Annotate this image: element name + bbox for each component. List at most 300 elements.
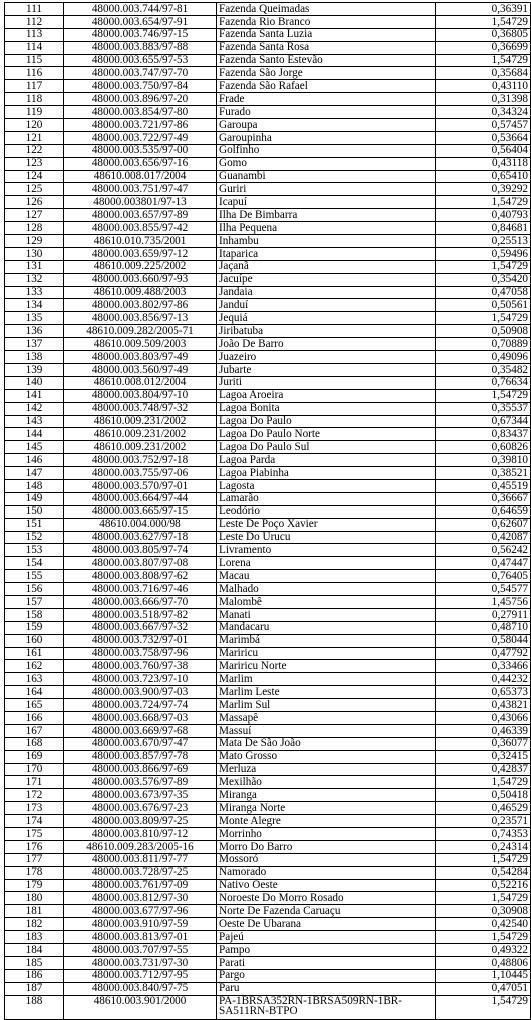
process-number: 48000.003.657/97-89 bbox=[64, 209, 217, 222]
value: 1,54729 bbox=[436, 312, 531, 325]
process-number: 48000.003.746/97-15 bbox=[64, 28, 217, 41]
field-name: Marlim Leste bbox=[217, 686, 436, 699]
field-name: Mariricu bbox=[217, 647, 436, 660]
table-row bbox=[5, 776, 531, 789]
value: 0,42087 bbox=[436, 531, 531, 544]
value: 0,58044 bbox=[436, 634, 531, 647]
value: 0,38521 bbox=[436, 467, 531, 480]
field-name: Fazenda São Rafael bbox=[217, 80, 436, 93]
row-number: 113 bbox=[5, 28, 64, 41]
process-number: 48000.003.673/97-35 bbox=[64, 789, 217, 802]
value: 0,35420 bbox=[436, 273, 531, 286]
process-number: 48000.003.668/97-03 bbox=[64, 711, 217, 724]
table-row bbox=[5, 724, 531, 737]
row-number: 147 bbox=[5, 467, 64, 480]
table-row bbox=[5, 428, 531, 441]
value: 0,50908 bbox=[436, 325, 531, 338]
process-number: 48000.003.883/97-88 bbox=[64, 41, 217, 54]
row-number: 115 bbox=[5, 54, 64, 67]
field-name: Massapê bbox=[217, 711, 436, 724]
value: 1,54729 bbox=[436, 260, 531, 273]
value: 0,36805 bbox=[436, 28, 531, 41]
value: 0,53664 bbox=[436, 131, 531, 144]
value: 0,35537 bbox=[436, 402, 531, 415]
process-number: 48000.003.677/97-96 bbox=[64, 905, 217, 918]
row-number: 155 bbox=[5, 570, 64, 583]
value: 0,43066 bbox=[436, 711, 531, 724]
value: 0,36667 bbox=[436, 492, 531, 505]
field-name: Ilha De Bimbarra bbox=[217, 209, 436, 222]
row-number: 177 bbox=[5, 853, 64, 866]
value: 0,25513 bbox=[436, 235, 531, 248]
field-name: Parati bbox=[217, 956, 436, 969]
row-number: 149 bbox=[5, 492, 64, 505]
value: 0,46339 bbox=[436, 724, 531, 737]
row-number: 130 bbox=[5, 247, 64, 260]
process-number: 48610.009.225/2002 bbox=[64, 260, 217, 273]
value: 0,60826 bbox=[436, 441, 531, 454]
row-number: 157 bbox=[5, 595, 64, 608]
process-number: 48000.003.758/97-96 bbox=[64, 647, 217, 660]
table-row bbox=[5, 802, 531, 815]
row-number: 173 bbox=[5, 802, 64, 815]
table-row bbox=[5, 441, 531, 454]
field-name: Furado bbox=[217, 106, 436, 119]
field-name: Lagosta bbox=[217, 479, 436, 492]
value: 0,33466 bbox=[436, 660, 531, 673]
row-number: 156 bbox=[5, 583, 64, 596]
table-row bbox=[5, 376, 531, 389]
field-name: Morro Do Barro bbox=[217, 840, 436, 853]
process-number: 48000.003.518/97-82 bbox=[64, 608, 217, 621]
row-number: 182 bbox=[5, 918, 64, 931]
value: 0,42540 bbox=[436, 918, 531, 931]
process-number: 48000.003.670/97-47 bbox=[64, 737, 217, 750]
field-name: Inhambu bbox=[217, 235, 436, 248]
row-number: 184 bbox=[5, 944, 64, 957]
field-name: Marimbá bbox=[217, 634, 436, 647]
field-name: Mato Grosso bbox=[217, 750, 436, 763]
row-number: 114 bbox=[5, 41, 64, 54]
table-row bbox=[5, 866, 531, 879]
row-number: 159 bbox=[5, 621, 64, 634]
field-name: Jiribatuba bbox=[217, 325, 436, 338]
table-row bbox=[5, 131, 531, 144]
row-number: 180 bbox=[5, 892, 64, 905]
table-row bbox=[5, 505, 531, 518]
field-name: Nativo Oeste bbox=[217, 879, 436, 892]
process-number: 48000.003.808/97-62 bbox=[64, 570, 217, 583]
table-row bbox=[5, 711, 531, 724]
value: 1,54729 bbox=[436, 389, 531, 402]
field-name: Mata De São João bbox=[217, 737, 436, 750]
value: 1,54729 bbox=[436, 776, 531, 789]
process-number: 48610.009.488/2003 bbox=[64, 286, 217, 299]
value: 1,54729 bbox=[436, 892, 531, 905]
process-number: 48610.004.000/98 bbox=[64, 518, 217, 531]
field-name: Guanambi bbox=[217, 170, 436, 183]
value: 0,65373 bbox=[436, 686, 531, 699]
process-number: 48000.003.857/97-78 bbox=[64, 750, 217, 763]
row-number: 170 bbox=[5, 763, 64, 776]
table-row bbox=[5, 944, 531, 957]
field-name: Lagoa Do Paulo Norte bbox=[217, 428, 436, 441]
row-number: 133 bbox=[5, 286, 64, 299]
row-number: 136 bbox=[5, 325, 64, 338]
process-number: 48000.003.910/97-59 bbox=[64, 918, 217, 931]
process-number: 48000.003.751/97-47 bbox=[64, 183, 217, 196]
process-number: 48000.003.666/97-70 bbox=[64, 595, 217, 608]
process-number: 48000.003.535/97-00 bbox=[64, 144, 217, 157]
table-row bbox=[5, 621, 531, 634]
process-number: 48000.003.811/97-77 bbox=[64, 853, 217, 866]
field-name: Lagoa Do Paulo bbox=[217, 415, 436, 428]
process-number: 48000.003.752/97-18 bbox=[64, 454, 217, 467]
field-name: Leste De Poço Xavier bbox=[217, 518, 436, 531]
table-row bbox=[5, 660, 531, 673]
field-name: Fazenda Santa Luzia bbox=[217, 28, 436, 41]
row-number: 169 bbox=[5, 750, 64, 763]
table-row bbox=[5, 583, 531, 596]
table-row bbox=[5, 196, 531, 209]
table-row bbox=[5, 157, 531, 170]
row-number: 185 bbox=[5, 956, 64, 969]
field-name: Mossoró bbox=[217, 853, 436, 866]
value: 0,50561 bbox=[436, 299, 531, 312]
table-row bbox=[5, 557, 531, 570]
row-number: 134 bbox=[5, 299, 64, 312]
value: 0,24314 bbox=[436, 840, 531, 853]
field-name: Jaçanã bbox=[217, 260, 436, 273]
field-name: Lagoa Bonita bbox=[217, 402, 436, 415]
field-name: Macau bbox=[217, 570, 436, 583]
value: 0,70889 bbox=[436, 338, 531, 351]
row-number: 171 bbox=[5, 776, 64, 789]
table-row bbox=[5, 144, 531, 157]
field-name: Leste Do Urucu bbox=[217, 531, 436, 544]
row-number: 146 bbox=[5, 454, 64, 467]
value: 1,54729 bbox=[436, 54, 531, 67]
table-row bbox=[5, 170, 531, 183]
field-name: Fazenda Santa Rosa bbox=[217, 41, 436, 54]
row-number: 148 bbox=[5, 479, 64, 492]
table-row bbox=[5, 389, 531, 402]
value: 0,34324 bbox=[436, 106, 531, 119]
process-number: 48000.003.812/97-30 bbox=[64, 892, 217, 905]
table-row bbox=[5, 737, 531, 750]
row-number: 162 bbox=[5, 660, 64, 673]
value: 0,30908 bbox=[436, 905, 531, 918]
value: 0,65410 bbox=[436, 170, 531, 183]
fields-table bbox=[4, 2, 531, 1020]
value: 0,48710 bbox=[436, 621, 531, 634]
process-number: 48000.003.840/97-75 bbox=[64, 982, 217, 995]
process-number: 48610.009.283/2005-16 bbox=[64, 840, 217, 853]
row-number: 153 bbox=[5, 544, 64, 557]
process-number: 48000.003.721/97-86 bbox=[64, 119, 217, 132]
field-name: Leodório bbox=[217, 505, 436, 518]
process-number: 48000.003.810/97-12 bbox=[64, 828, 217, 841]
field-name: Massuí bbox=[217, 724, 436, 737]
table-row bbox=[5, 338, 531, 351]
table-row bbox=[5, 969, 531, 982]
row-number: 165 bbox=[5, 699, 64, 712]
row-number: 161 bbox=[5, 647, 64, 660]
value: 0,43110 bbox=[436, 80, 531, 93]
field-name: Mandacaru bbox=[217, 621, 436, 634]
field-name: Juazeiro bbox=[217, 351, 436, 364]
field-name: Oeste De Ubarana bbox=[217, 918, 436, 931]
process-number: 48000.003.712/97-95 bbox=[64, 969, 217, 982]
process-number: 48000.003.664/97-44 bbox=[64, 492, 217, 505]
table-row bbox=[5, 686, 531, 699]
row-number: 152 bbox=[5, 531, 64, 544]
table-row bbox=[5, 222, 531, 235]
row-number: 188 bbox=[5, 995, 64, 1019]
process-number: 48610.008.017/2004 bbox=[64, 170, 217, 183]
process-number: 48000.003.748/97-32 bbox=[64, 402, 217, 415]
row-number: 132 bbox=[5, 273, 64, 286]
table-row bbox=[5, 80, 531, 93]
table-row bbox=[5, 260, 531, 273]
field-name: Jandaia bbox=[217, 286, 436, 299]
row-number: 143 bbox=[5, 415, 64, 428]
row-number: 183 bbox=[5, 931, 64, 944]
value: 0,42837 bbox=[436, 763, 531, 776]
value: 0,83437 bbox=[436, 428, 531, 441]
field-name: Monte Alegre bbox=[217, 815, 436, 828]
document-page bbox=[4, 2, 527, 1020]
table-row bbox=[5, 299, 531, 312]
row-number: 181 bbox=[5, 905, 64, 918]
row-number: 141 bbox=[5, 389, 64, 402]
process-number: 48610.009.282/2005-71 bbox=[64, 325, 217, 338]
process-number: 48610.010.735/2001 bbox=[64, 235, 217, 248]
row-number: 168 bbox=[5, 737, 64, 750]
table-row bbox=[5, 235, 531, 248]
process-number: 48000.003.676/97-23 bbox=[64, 802, 217, 815]
field-name: Livramento bbox=[217, 544, 436, 557]
table-row bbox=[5, 363, 531, 376]
row-number: 163 bbox=[5, 673, 64, 686]
value: 1,45756 bbox=[436, 595, 531, 608]
field-name: Lamarão bbox=[217, 492, 436, 505]
table-row bbox=[5, 570, 531, 583]
value: 0,45519 bbox=[436, 479, 531, 492]
field-name: Gomo bbox=[217, 157, 436, 170]
process-number: 48000.003.659/97-12 bbox=[64, 247, 217, 260]
row-number: 121 bbox=[5, 131, 64, 144]
process-number: 48610.009.231/2002 bbox=[64, 428, 217, 441]
table-row bbox=[5, 892, 531, 905]
row-number: 126 bbox=[5, 196, 64, 209]
value: 0,43118 bbox=[436, 157, 531, 170]
process-number: 48000.003.813/97-01 bbox=[64, 931, 217, 944]
row-number: 128 bbox=[5, 222, 64, 235]
row-number: 176 bbox=[5, 840, 64, 853]
table-row bbox=[5, 531, 531, 544]
value: 0,54284 bbox=[436, 866, 531, 879]
field-name: João De Barro bbox=[217, 338, 436, 351]
process-number: 48000.003.716/97-46 bbox=[64, 583, 217, 596]
field-name: Namorado bbox=[217, 866, 436, 879]
process-number: 48000.003.732/97-01 bbox=[64, 634, 217, 647]
table-row bbox=[5, 479, 531, 492]
table-row bbox=[5, 763, 531, 776]
table-row bbox=[5, 673, 531, 686]
process-number: 48000.003.804/97-10 bbox=[64, 389, 217, 402]
field-name: Norte De Fazenda Caruaçu bbox=[217, 905, 436, 918]
field-name: Lagoa Piabinha bbox=[217, 467, 436, 480]
field-name: Mariricu Norte bbox=[217, 660, 436, 673]
row-number: 166 bbox=[5, 711, 64, 724]
process-number: 48000.003.747/97-70 bbox=[64, 67, 217, 80]
value: 0,35684 bbox=[436, 67, 531, 80]
value: 0,62607 bbox=[436, 518, 531, 531]
row-number: 174 bbox=[5, 815, 64, 828]
table-row bbox=[5, 982, 531, 995]
row-number: 142 bbox=[5, 402, 64, 415]
process-number: 48610.003.901/2000 bbox=[64, 995, 217, 1019]
table-row bbox=[5, 595, 531, 608]
value: 1,54729 bbox=[436, 196, 531, 209]
process-number: 48000.003.627/97-18 bbox=[64, 531, 217, 544]
table-row bbox=[5, 54, 531, 67]
value: 0,23571 bbox=[436, 815, 531, 828]
table-row bbox=[5, 209, 531, 222]
value: 1,54729 bbox=[436, 931, 531, 944]
field-name: Itaparica bbox=[217, 247, 436, 260]
value: 0,27911 bbox=[436, 608, 531, 621]
field-name: Miranga Norte bbox=[217, 802, 436, 815]
value: 0,74353 bbox=[436, 828, 531, 841]
field-name: Fazenda Queimadas bbox=[217, 3, 436, 16]
value: 0,67344 bbox=[436, 415, 531, 428]
row-number: 118 bbox=[5, 93, 64, 106]
value: 0,47058 bbox=[436, 286, 531, 299]
process-number: 48610.009.509/2003 bbox=[64, 338, 217, 351]
value: 0,31398 bbox=[436, 93, 531, 106]
row-number: 151 bbox=[5, 518, 64, 531]
row-number: 129 bbox=[5, 235, 64, 248]
row-number: 154 bbox=[5, 557, 64, 570]
table-row bbox=[5, 518, 531, 531]
field-name: Fazenda Rio Branco bbox=[217, 15, 436, 28]
process-number: 48000.003.654/97-91 bbox=[64, 15, 217, 28]
process-number: 48000.003.760/97-38 bbox=[64, 660, 217, 673]
process-number: 48000.003.656/97-16 bbox=[64, 157, 217, 170]
table-row bbox=[5, 106, 531, 119]
table-row bbox=[5, 119, 531, 132]
value: 0,36391 bbox=[436, 3, 531, 16]
process-number: 48000.003.731/97-30 bbox=[64, 956, 217, 969]
table-row bbox=[5, 402, 531, 415]
process-number: 48000.003.854/97-80 bbox=[64, 106, 217, 119]
row-number: 124 bbox=[5, 170, 64, 183]
field-name: Marlim bbox=[217, 673, 436, 686]
table-row bbox=[5, 454, 531, 467]
value: 0,39810 bbox=[436, 454, 531, 467]
value: 0,50418 bbox=[436, 789, 531, 802]
table-row bbox=[5, 995, 531, 1019]
field-name: Morrinho bbox=[217, 828, 436, 841]
field-name: Fazenda Santo Estevão bbox=[217, 54, 436, 67]
process-number: 48000.003.667/97-32 bbox=[64, 621, 217, 634]
table-row bbox=[5, 840, 531, 853]
table-row bbox=[5, 789, 531, 802]
value: 0,76634 bbox=[436, 376, 531, 389]
process-number: 48000.003.866/97-69 bbox=[64, 763, 217, 776]
field-name: Garoupa bbox=[217, 119, 436, 132]
value: 0,57457 bbox=[436, 119, 531, 132]
process-number: 48000.003.665/97-15 bbox=[64, 505, 217, 518]
process-number: 48000.003.724/97-74 bbox=[64, 699, 217, 712]
row-number: 112 bbox=[5, 15, 64, 28]
field-name: Juriti bbox=[217, 376, 436, 389]
field-name: Marlim Sul bbox=[217, 699, 436, 712]
process-number: 48000.003.669/97-68 bbox=[64, 724, 217, 737]
process-number: 48000.003.728/97-25 bbox=[64, 866, 217, 879]
field-name: Fazenda São Jorge bbox=[217, 67, 436, 80]
row-number: 131 bbox=[5, 260, 64, 273]
process-number: 48000.003.576/97-89 bbox=[64, 776, 217, 789]
field-name: Janduí bbox=[217, 299, 436, 312]
field-name: Miranga bbox=[217, 789, 436, 802]
value: 0,54577 bbox=[436, 583, 531, 596]
process-number: 48610.008.012/2004 bbox=[64, 376, 217, 389]
field-name: Lorena bbox=[217, 557, 436, 570]
field-name: Jubarte bbox=[217, 363, 436, 376]
row-number: 150 bbox=[5, 505, 64, 518]
value: 0,40793 bbox=[436, 209, 531, 222]
table-row bbox=[5, 608, 531, 621]
table-row bbox=[5, 247, 531, 260]
field-name: Merluza bbox=[217, 763, 436, 776]
process-number: 48610.009.231/2002 bbox=[64, 441, 217, 454]
field-name: Icapuí bbox=[217, 196, 436, 209]
value: 0,52216 bbox=[436, 879, 531, 892]
field-name: Pampo bbox=[217, 944, 436, 957]
table-row bbox=[5, 879, 531, 892]
value: 0,46529 bbox=[436, 802, 531, 815]
table-row bbox=[5, 853, 531, 866]
value: 1,54729 bbox=[436, 15, 531, 28]
value: 1,54729 bbox=[436, 853, 531, 866]
process-number: 48000.003.761/97-09 bbox=[64, 879, 217, 892]
row-number: 140 bbox=[5, 376, 64, 389]
row-number: 186 bbox=[5, 969, 64, 982]
table-body bbox=[5, 3, 531, 1020]
field-name: Lagoa Aroeira bbox=[217, 389, 436, 402]
process-number: 48000.003.803/97-49 bbox=[64, 351, 217, 364]
value: 0,64659 bbox=[436, 505, 531, 518]
process-number: 48610.009.231/2002 bbox=[64, 415, 217, 428]
process-number: 48000.003.809/97-25 bbox=[64, 815, 217, 828]
table-row bbox=[5, 815, 531, 828]
value: 0,35482 bbox=[436, 363, 531, 376]
row-number: 179 bbox=[5, 879, 64, 892]
field-name: Mexilhão bbox=[217, 776, 436, 789]
row-number: 127 bbox=[5, 209, 64, 222]
field-name: Malombê bbox=[217, 595, 436, 608]
process-number: 48000.003.660/97-93 bbox=[64, 273, 217, 286]
table-row bbox=[5, 467, 531, 480]
process-number: 48000.003.856/97-13 bbox=[64, 312, 217, 325]
table-row bbox=[5, 634, 531, 647]
field-name: Golfinho bbox=[217, 144, 436, 157]
process-number: 48000.003801/97-13 bbox=[64, 196, 217, 209]
table-row bbox=[5, 544, 531, 557]
